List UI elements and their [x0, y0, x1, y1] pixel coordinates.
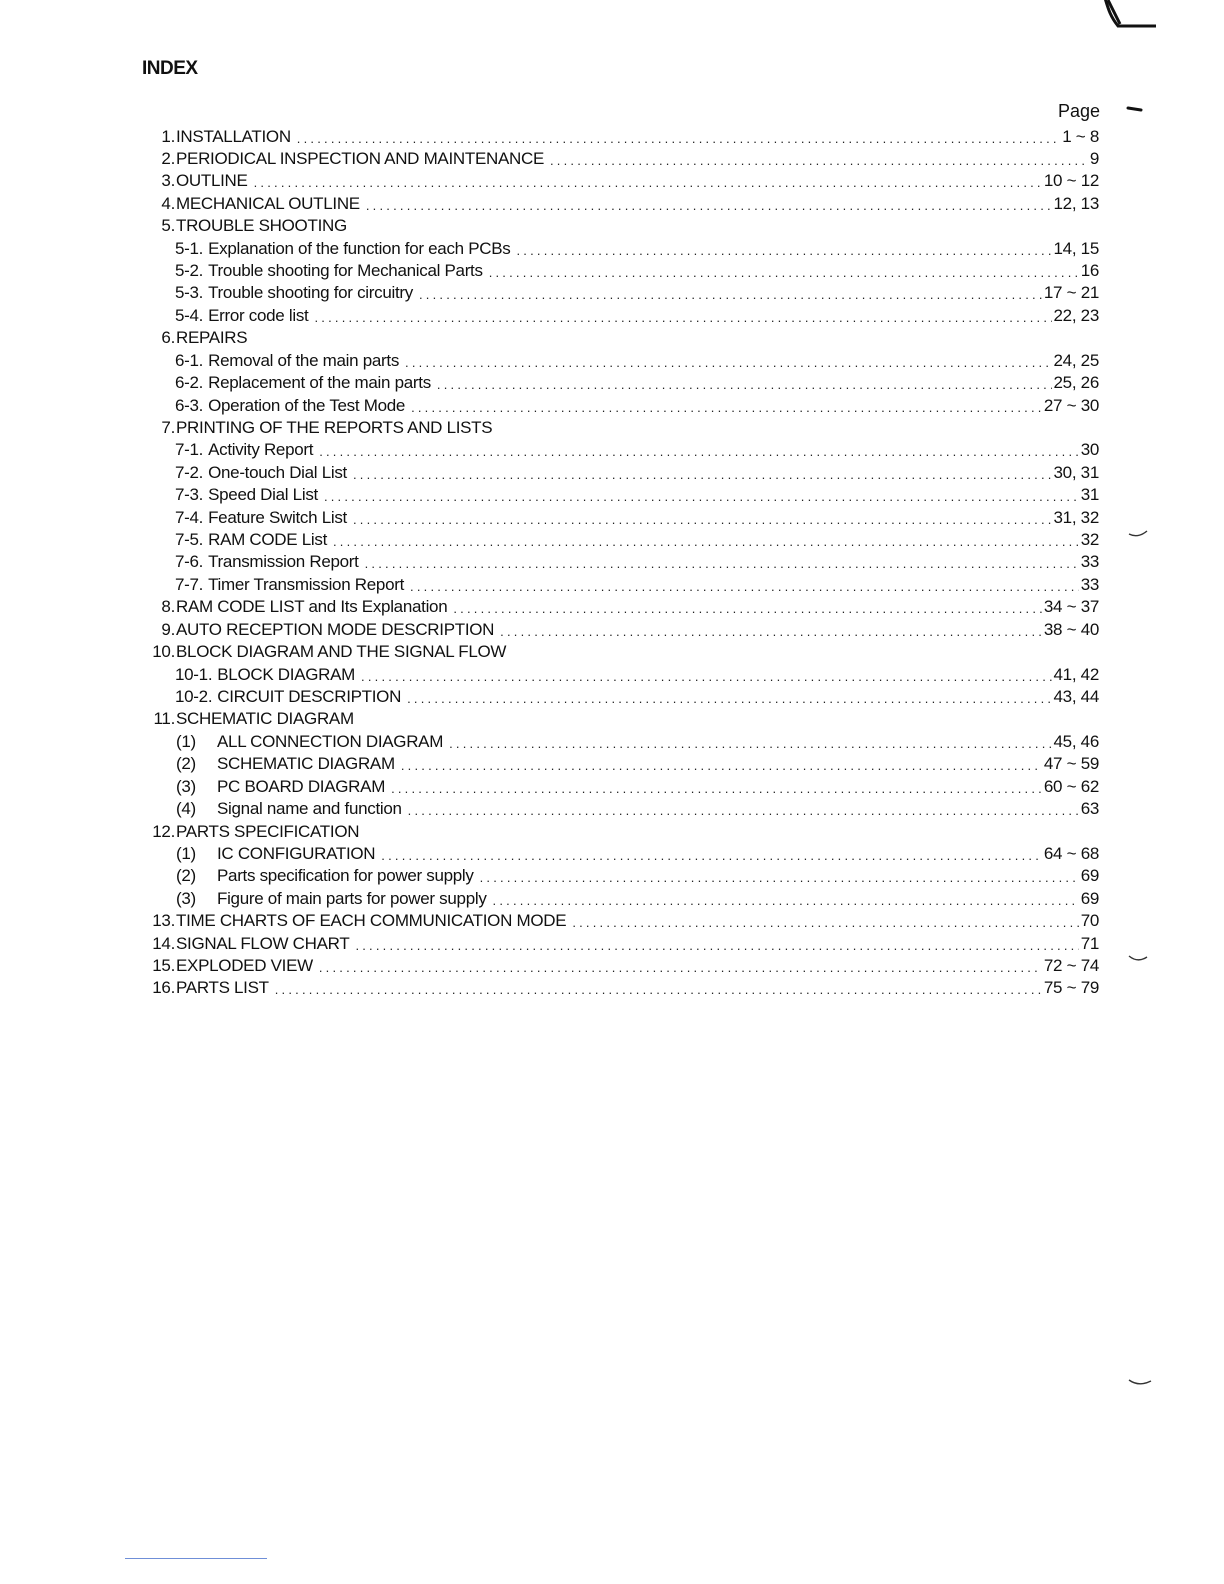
toc-entry-number: 5. [161, 216, 175, 236]
dot-leader [489, 265, 1079, 281]
toc-entry-label: Speed Dial List [208, 485, 318, 505]
toc-entry-number: 3. [161, 171, 175, 191]
dot-leader [572, 915, 1078, 931]
dot-leader [437, 377, 1052, 393]
toc-entry [175, 259, 1099, 282]
toc-entry-label: Feature Switch List [208, 507, 347, 527]
toc-entry [144, 214, 1099, 237]
toc-entry-label: Trouble shooting for circuitry [208, 283, 413, 303]
toc-entry-page: 10 ~ 12 [1043, 171, 1099, 191]
margin-tick-mark [1127, 528, 1149, 540]
page-column-header: Page [1057, 101, 1100, 121]
toc-entry-label: TROUBLE SHOOTING [176, 216, 347, 236]
toc-entry [175, 303, 1099, 326]
margin-tick-mark [1127, 1376, 1153, 1388]
toc-entry [176, 729, 1099, 752]
toc-entry-number: 4. [161, 193, 175, 213]
toc-entry-label: REPAIRS [176, 328, 248, 348]
dot-leader [381, 848, 1042, 864]
dot-leader [275, 982, 1042, 998]
toc-entry-label: Transmission Report [208, 552, 359, 572]
toc-entry-label: Signal name and function [217, 799, 402, 819]
toc-entry-number: 7-6. [175, 552, 204, 572]
toc-entry-number: 5-1. [175, 238, 204, 258]
toc-entry-page: 47 ~ 59 [1043, 754, 1099, 774]
toc-entry [175, 371, 1099, 394]
toc-entry [176, 841, 1099, 864]
toc-entry-label: PC BOARD DIAGRAM [217, 776, 386, 796]
toc-entry-number: 14. [152, 933, 175, 953]
dot-leader [410, 579, 1079, 595]
toc-entry-page: 22, 23 [1053, 305, 1099, 325]
toc-entry-number: (3) [176, 888, 196, 908]
toc-entry-number: 7-2. [175, 462, 204, 482]
toc-entry [176, 752, 1099, 775]
toc-entry-page: 16 [1080, 261, 1099, 281]
toc-entry-number: 6. [161, 328, 175, 348]
toc-entry [175, 460, 1099, 483]
toc-entry-number: 5-2. [175, 261, 204, 281]
toc-entry [175, 685, 1099, 708]
toc-entry [144, 931, 1099, 954]
toc-entry-number: 6-1. [175, 350, 204, 370]
dot-leader [361, 669, 1051, 685]
toc-entry-label: RAM CODE LIST and Its Explanation [176, 597, 448, 617]
toc-entry-number: 10-1. [175, 664, 213, 684]
toc-entry-number: 5-4. [175, 305, 204, 325]
toc-entry [175, 393, 1099, 416]
dot-leader [391, 781, 1042, 797]
dot-leader [324, 489, 1079, 505]
toc-entry-number: 6-2. [175, 373, 204, 393]
toc-entry-label: RAM CODE List [208, 530, 327, 550]
dot-leader [405, 355, 1052, 371]
dot-leader [493, 893, 1079, 909]
toc-entry-label: BLOCK DIAGRAM [217, 664, 356, 684]
toc-entry-page: 17 ~ 21 [1043, 283, 1099, 303]
toc-entry-number: (2) [176, 754, 196, 774]
toc-entry [144, 191, 1099, 214]
dot-leader [297, 131, 1060, 147]
toc-entry-label: INSTALLATION [176, 126, 291, 146]
toc-entry-label: PARTS SPECIFICATION [176, 821, 360, 841]
toc-entry-number: 2. [161, 148, 175, 168]
toc-entry [175, 236, 1099, 259]
toc-entry [176, 886, 1099, 909]
dot-leader [449, 736, 1051, 752]
toc-entry-label: AUTO RECEPTION MODE DESCRIPTION [176, 619, 495, 639]
toc-entry-number: 16. [152, 978, 175, 998]
dot-leader [407, 691, 1051, 707]
toc-entry-label: EXPLODED VIEW [176, 956, 313, 976]
toc-entry-label: SIGNAL FLOW CHART [176, 933, 350, 953]
toc-entry-page: 34 ~ 37 [1043, 597, 1099, 617]
dot-leader [453, 601, 1042, 617]
toc-entry [144, 909, 1099, 932]
toc-entry-label: Trouble shooting for Mechanical Parts [208, 261, 483, 281]
toc-entry [144, 640, 1099, 663]
toc-entry-page: 45, 46 [1053, 731, 1099, 751]
toc-entry-label: TIME CHARTS OF EACH COMMUNICATION MODE [176, 911, 567, 931]
toc-entry-page: 25, 26 [1053, 373, 1099, 393]
toc-entry-page: 33 [1080, 574, 1099, 594]
toc-entry-number: 10-2. [175, 687, 213, 706]
toc-entry [175, 438, 1099, 461]
toc-entry [175, 572, 1099, 595]
dot-leader [500, 624, 1042, 640]
dot-leader [408, 803, 1079, 819]
toc-entry-page: 33 [1080, 552, 1099, 572]
dot-leader [365, 556, 1079, 572]
dot-leader [366, 198, 1052, 214]
dot-leader [517, 243, 1052, 259]
toc-entry-number: 11. [153, 709, 175, 729]
toc-entry-label: PERIODICAL INSPECTION AND MAINTENANCE [176, 148, 544, 168]
toc-entry-page: 64 ~ 68 [1043, 843, 1099, 863]
toc-entry-page: 41, 42 [1053, 664, 1099, 684]
toc-entry-number: 9. [161, 619, 175, 639]
toc-entry-number: 13. [152, 911, 175, 931]
toc-entry [144, 819, 1099, 842]
toc-entry-label: SCHEMATIC DIAGRAM [176, 709, 354, 729]
toc-entry-label: Removal of the main parts [208, 350, 400, 370]
toc-entry-number: 5-3. [175, 283, 204, 303]
toc-entry-number: (1) [176, 843, 196, 863]
toc-entry [175, 483, 1099, 506]
toc-entry-number: (4) [176, 799, 196, 819]
toc-entry-page: 69 [1080, 866, 1099, 886]
toc-entry-number: 15. [152, 956, 175, 976]
toc-entry-page: 71 [1080, 933, 1099, 953]
dot-leader [480, 870, 1079, 886]
dot-leader [411, 400, 1042, 416]
toc-entry-page: 12, 13 [1053, 193, 1099, 213]
toc-entry-label: Explanation of the function for each PCBs [208, 238, 511, 258]
toc-entry-label: Parts specification for power supply [217, 866, 474, 886]
toc-entry [144, 169, 1099, 192]
toc-entry-page: 75 ~ 79 [1043, 978, 1099, 998]
toc-entry-page: 60 ~ 62 [1043, 776, 1099, 796]
toc-entry-label: Activity Report [208, 440, 314, 460]
toc-entry-label: CIRCUIT DESCRIPTION [217, 687, 402, 706]
toc-entry-label: BLOCK DIAGRAM AND THE SIGNAL FLOW [176, 642, 507, 662]
toc-entry-page: 9 [1089, 148, 1099, 168]
toc-entry-number: 1. [161, 126, 175, 146]
toc-entry-page: 31, 32 [1053, 507, 1099, 527]
toc-entry [144, 976, 1099, 999]
toc-entry-label: One-touch Dial List [208, 462, 347, 482]
dot-leader [550, 153, 1088, 169]
toc-entry-label: PRINTING OF THE REPORTS AND LISTS [176, 417, 493, 437]
page-title: INDEX [142, 58, 198, 79]
toc-entry [144, 146, 1099, 169]
dot-leader [401, 758, 1042, 774]
toc-entry-page: 30, 31 [1053, 462, 1099, 482]
toc-entry-number: 7-5. [175, 530, 204, 550]
toc-entry-page: 1 ~ 8 [1062, 126, 1099, 146]
toc-entry-number: 12. [152, 821, 175, 841]
toc-entry-label: PARTS LIST [176, 978, 269, 998]
toc-entry [144, 595, 1099, 618]
toc-entry [176, 864, 1099, 887]
toc-entry [144, 415, 1099, 438]
toc-entry-number: 7-4. [175, 507, 204, 527]
toc-entry [175, 281, 1099, 304]
dot-leader [319, 960, 1042, 976]
dot-leader [419, 287, 1042, 303]
toc-entry [175, 505, 1099, 528]
dot-leader [314, 310, 1051, 326]
dot-leader [353, 467, 1052, 483]
toc-entry-page: 43, 44 [1053, 687, 1099, 706]
toc-entry-page: 24, 25 [1053, 350, 1099, 370]
toc-entry [144, 124, 1099, 147]
toc-entry-label: Figure of main parts for power supply [217, 888, 487, 908]
toc-entry-label: Operation of the Test Mode [208, 395, 406, 415]
dot-leader [353, 512, 1052, 528]
toc-entry [176, 774, 1099, 797]
toc-entry-number: 7-7. [175, 574, 204, 594]
toc-entry-page: 30 [1080, 440, 1099, 460]
toc-entry-page: 14, 15 [1053, 238, 1099, 258]
toc-entry [176, 797, 1099, 820]
toc-entry-number: 10. [152, 642, 175, 662]
toc-entry-number: 6-3. [175, 395, 204, 415]
toc-entry [144, 326, 1099, 349]
margin-tick-mark [1127, 952, 1149, 964]
toc-entry [175, 348, 1099, 371]
toc-entry-page: 69 [1080, 888, 1099, 908]
toc-entry [144, 954, 1099, 977]
toc-entry-label: OUTLINE [176, 171, 248, 191]
dot-leader [319, 444, 1079, 460]
dot-leader [254, 175, 1042, 191]
toc-entry-number: (1) [176, 731, 196, 751]
toc-entry-page: 31 [1080, 485, 1099, 505]
toc-entry-number: 7-1. [175, 440, 204, 460]
toc-entry-number: 8. [161, 597, 175, 617]
toc-entry-label: Timer Transmission Report [208, 574, 405, 594]
toc-entry-number: 7-3. [175, 485, 204, 505]
toc-entry-number: (2) [176, 866, 196, 886]
bottom-rule-line [125, 1558, 267, 1559]
toc-entry [175, 528, 1099, 551]
toc-entry-page: 32 [1080, 530, 1099, 550]
toc-entry-page: 38 ~ 40 [1043, 619, 1099, 639]
toc-entry-label: Error code list [208, 305, 309, 325]
toc-entry-number: 7. [161, 417, 175, 437]
toc-entry [144, 707, 1099, 730]
toc-entry-page: 72 ~ 74 [1043, 956, 1099, 976]
toc-entry [175, 662, 1099, 685]
toc-entry-page: 70 [1080, 911, 1099, 931]
toc-entry [144, 617, 1099, 640]
dot-leader [355, 938, 1078, 954]
toc-entry-page: 27 ~ 30 [1043, 395, 1099, 415]
toc-entry-label: ALL CONNECTION DIAGRAM [217, 731, 444, 751]
toc-entry-label: MECHANICAL OUTLINE [176, 193, 360, 213]
toc-entry-label: Replacement of the main parts [208, 373, 431, 393]
toc-entry-number: (3) [176, 776, 196, 796]
toc-entry-page: 63 [1080, 799, 1099, 819]
toc-entry-label: IC CONFIGURATION [217, 843, 376, 863]
toc-entry [175, 550, 1099, 573]
toc-entry-label: SCHEMATIC DIAGRAM [217, 754, 395, 774]
margin-tick-mark [1126, 104, 1144, 114]
corner-bracket-mark [1100, 0, 1160, 34]
dot-leader [333, 534, 1079, 550]
